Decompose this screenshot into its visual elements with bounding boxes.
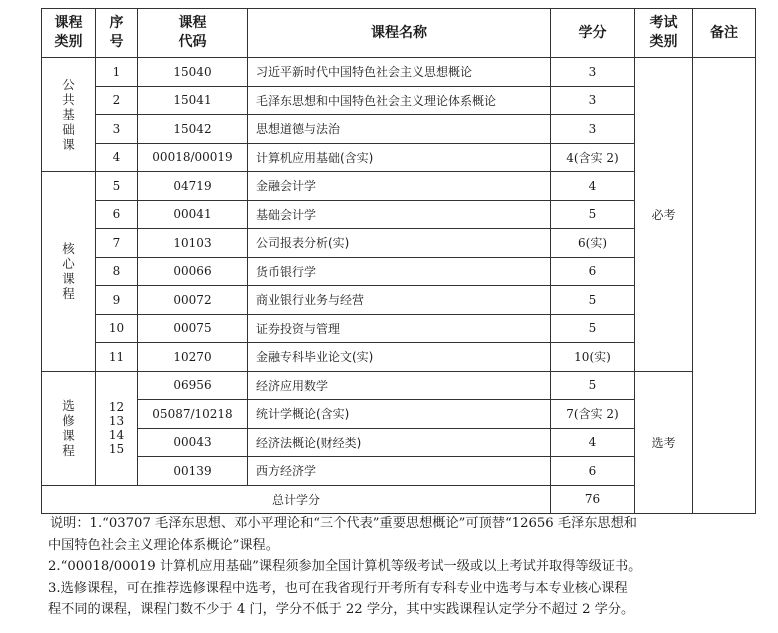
- code-cell: 15041: [138, 86, 248, 115]
- note-line: 程不同的课程，课程门数不少于 4 门，学分不低于 22 学分，其中实践课程认定学分不超过 2 学分。: [48, 602, 635, 617]
- code-cell: 00139: [138, 457, 248, 486]
- remark-cell: [693, 58, 756, 514]
- name-cell: 商业银行业务与经营: [248, 286, 551, 315]
- credit-cell: 4(含实 2): [551, 143, 635, 172]
- name-cell: 西方经济学: [248, 457, 551, 486]
- code-cell: 10270: [138, 343, 248, 372]
- code-cell: 00066: [138, 257, 248, 286]
- table-row: [42, 58, 756, 87]
- seq-cell: 5: [96, 172, 138, 201]
- credit-cell: 4: [551, 172, 635, 201]
- seq-cell: 6: [96, 200, 138, 229]
- code-cell: 15042: [138, 115, 248, 144]
- name-cell: 计算机应用基础(含实): [248, 143, 551, 172]
- header-seq: 序 号: [96, 9, 138, 58]
- name-cell: 证券投资与管理: [248, 314, 551, 343]
- note-line: 说明：1.“03707 毛泽东思想、邓小平理论和“三个代表”重要思想概论”可顶替“12656 毛泽东思想和: [50, 516, 637, 531]
- name-cell: 公司报表分析(实): [248, 229, 551, 258]
- header-row: [42, 9, 756, 58]
- name-cell: 习近平新时代中国特色社会主义思想概论: [248, 58, 551, 87]
- name-cell: 思想道德与法治: [248, 115, 551, 144]
- seq-cell: 7: [96, 229, 138, 258]
- seq-cell: 1: [96, 58, 138, 87]
- seq-cell: 2: [96, 86, 138, 115]
- credit-cell: 6: [551, 257, 635, 286]
- exam-type-required: 必考: [635, 58, 693, 372]
- credit-cell: 3: [551, 115, 635, 144]
- header-name: 课程名称: [248, 9, 551, 58]
- code-cell: 00075: [138, 314, 248, 343]
- code-cell: 00041: [138, 200, 248, 229]
- seq-cell: 9: [96, 286, 138, 315]
- total-value: 76: [551, 485, 635, 514]
- name-cell: 货币银行学: [248, 257, 551, 286]
- name-cell: 经济法概论(财经类): [248, 428, 551, 457]
- name-cell: 毛泽东思想和中国特色社会主义理论体系概论: [248, 86, 551, 115]
- credit-cell: 3: [551, 58, 635, 87]
- seq-merged-cell: 12 13 14 15: [96, 371, 138, 485]
- category-elective: 选 修 课 程: [42, 371, 96, 485]
- credit-cell: 5: [551, 200, 635, 229]
- curriculum-table: [41, 8, 756, 514]
- note-line: 2.“00018/00019 计算机应用基础”课程须参加全国计算机等级考试一级或以上考试并取得等级证书。: [48, 559, 642, 574]
- credit-cell: 10(实): [551, 343, 635, 372]
- category-core: 核 心 课 程: [42, 172, 96, 372]
- credit-cell: 5: [551, 286, 635, 315]
- code-cell: 10103: [138, 229, 248, 258]
- seq-cell: 4: [96, 143, 138, 172]
- header-remark: 备注: [693, 9, 756, 58]
- name-cell: 金融会计学: [248, 172, 551, 201]
- header-exam-type: 考试 类别: [635, 9, 693, 58]
- total-label: 总计学分: [42, 485, 551, 514]
- name-cell: 经济应用数学: [248, 371, 551, 400]
- header-category: 课程 类别: [42, 9, 96, 58]
- code-cell: 00018/00019: [138, 143, 248, 172]
- category-public-basic: 公 共 基 础 课: [42, 58, 96, 172]
- note-line: 3.选修课程，可在推荐选修课程中选考，也可在我省现行开考所有专科专业中选考与本专业核心课程: [48, 580, 628, 596]
- code-cell: 05087/10218: [138, 400, 248, 429]
- header-credit: 学分: [551, 9, 635, 58]
- credit-cell: 3: [551, 86, 635, 115]
- seq-cell: 8: [96, 257, 138, 286]
- exam-type-elective: 选考: [635, 371, 693, 514]
- name-cell: 统计学概论(含实): [248, 400, 551, 429]
- credit-cell: 4: [551, 428, 635, 457]
- header-code: 课程 代码: [138, 9, 248, 58]
- table-row: [42, 371, 756, 400]
- code-cell: 00072: [138, 286, 248, 315]
- name-cell: 金融专科毕业论文(实): [248, 343, 551, 372]
- seq-cell: 3: [96, 115, 138, 144]
- credit-cell: 7(含实 2): [551, 400, 635, 429]
- note-line: 中国特色社会主义理论体系概论”课程。: [48, 537, 279, 553]
- code-cell: 04719: [138, 172, 248, 201]
- credit-cell: 5: [551, 371, 635, 400]
- code-cell: 15040: [138, 58, 248, 87]
- code-cell: 00043: [138, 428, 248, 457]
- name-cell: 基础会计学: [248, 200, 551, 229]
- credit-cell: 5: [551, 314, 635, 343]
- credit-cell: 6: [551, 457, 635, 486]
- seq-cell: 11: [96, 343, 138, 372]
- credit-cell: 6(实): [551, 229, 635, 258]
- seq-cell: 10: [96, 314, 138, 343]
- notes: [50, 513, 760, 621]
- code-cell: 06956: [138, 371, 248, 400]
